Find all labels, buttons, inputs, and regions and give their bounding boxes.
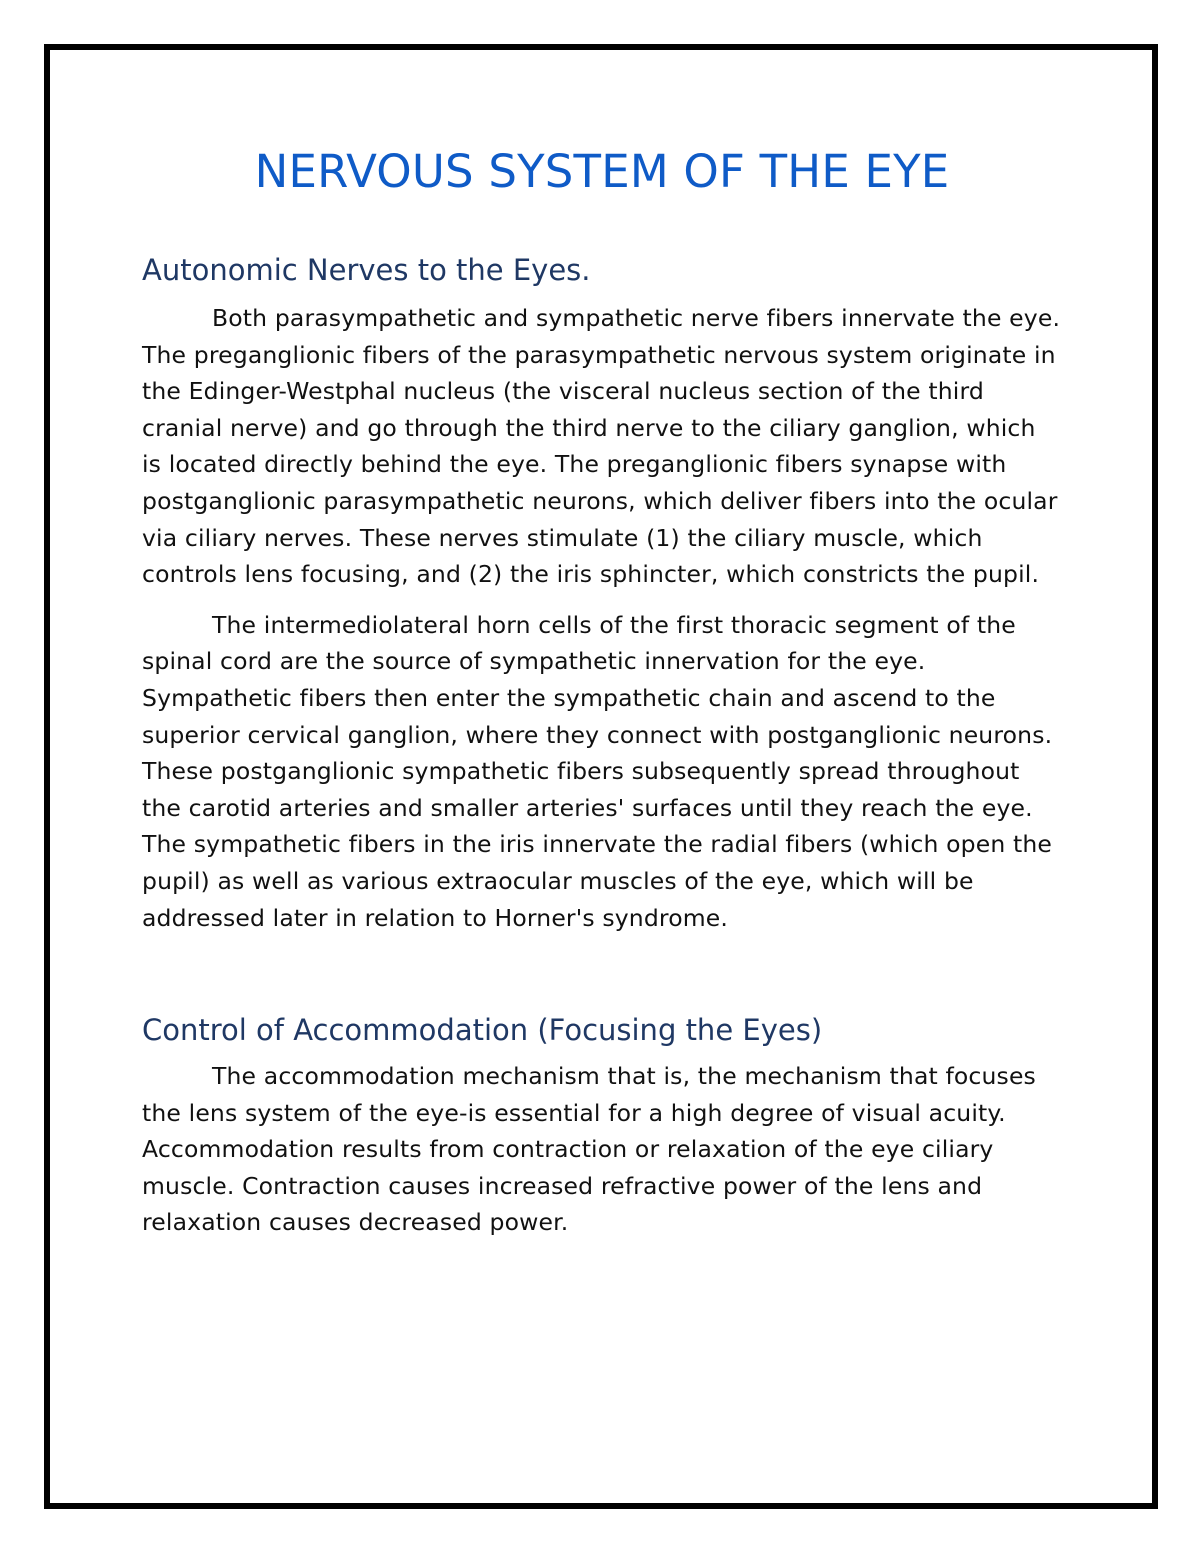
paragraph-sympathetic: The intermediolateral horn cells of the first thoracic segment of the spinal cord are the source of sympathetic innervation for the eye. Sympathetic fibers then enter the sympathetic chain and ascend to the superior cervical ganglion, where they connect with postganglionic neurons. These postganglionic sympathetic fibers subsequently spread throughout the carotid arteries and smaller arteries' surfaces until they reach the eye. The sympathetic fibers in the iris innervate the radial fibers (which open the pupil) as well as various extraocular muscles of the eye, which will be addressed later in relation to Horner's syndrome. (142, 610, 1053, 932)
section-heading-accommodation: Control of Accommodation (Focusing the Eyes) (142, 1013, 823, 1048)
document-content (142, 140, 1062, 1241)
paragraph-parasympathetic: Both parasympathetic and sympathetic nerve fibers innervate the eye. The preganglionic fibers of the parasympathetic nervous system originate in the Edinger-Westphal nucleus (the visceral nucleus section of the third cranial nerve) and go through the third nerve to the ciliary ganglion, which is located directly behind the eye. The preganglionic fibers synapse with postganglionic parasympathetic neurons, which deliver fibers into the ocular via ciliary nerves. These nerves stimulate (1) the ciliary muscle, which controls lens focusing, and (2) the iris sphincter, which constricts the pupil. (142, 304, 1061, 589)
section-heading-autonomic-nerves: Autonomic Nerves to the Eyes. (142, 253, 591, 287)
document-title: NERVOUS SYSTEM OF THE EYE (254, 145, 950, 198)
paragraph-accommodation: The accommodation mechanism that is, the mechanism that focuses the lens system of the eye-is essential for a high degree of visual acuity. Accommodation results from contraction or relaxation of the eye ciliary muscle. Contraction causes increased refractive power of the lens and relaxation causes decreased power. (142, 1062, 1036, 1237)
